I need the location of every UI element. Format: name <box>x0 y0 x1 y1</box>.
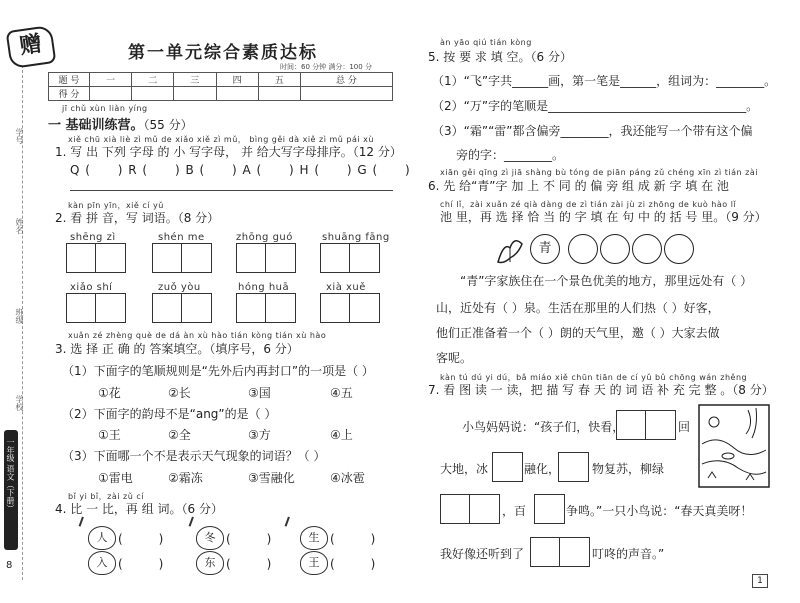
q3-option: ③方 <box>248 428 271 442</box>
section1-pinyin: jī chǔ xùn liàn yíng <box>62 104 148 113</box>
score-table-label: 得 分 <box>49 87 90 101</box>
q4-blank[interactable]: ( ) <box>226 557 272 571</box>
q2-grid[interactable] <box>66 293 126 323</box>
q5-s3a: （3）“霜”“雷”都含偏旁________，我还能写一个带有这个偏 <box>432 124 753 138</box>
apple-char: 冬 <box>196 526 224 550</box>
q7-l2b: 融化， <box>524 462 561 476</box>
q1-writing-line[interactable] <box>70 190 393 191</box>
q2-py: shuāng fāng <box>322 232 390 243</box>
page-number: 1 <box>757 576 763 586</box>
q1-letter: Q ( <box>70 163 90 177</box>
q7-l1a: 小鸟妈妈说：“孩子们，快看， <box>462 420 625 434</box>
q7-text: 7. 看 图 读 一 读，把 描 写 春 天 的 词 语 补 充 完 整 。（8 分） <box>428 383 774 397</box>
q1-letter: ) <box>405 163 410 177</box>
q3-text: 3. 选 择 正 确 的 答案填空。（填序号，6 分） <box>55 342 299 356</box>
q2-py: zhōng guó <box>236 232 293 243</box>
q3-option: ③国 <box>248 386 271 400</box>
q1-text: 1. 写 出 下列 字母 的 小 写字母， 并 给大写字母排序。（12 分） <box>55 145 402 159</box>
q1-letter: ) G ( <box>346 163 378 177</box>
q3-sub3: （3）下面哪一个不是表示天气现象的词语？（ ） <box>62 449 326 463</box>
q2-py: shēng zì <box>70 232 116 243</box>
q7-l2a: 大地，冰 <box>440 462 489 476</box>
q4-pinyin: bǐ yi bǐ，zài zǔ cí <box>68 492 144 501</box>
score-table-header: 四 <box>216 73 258 87</box>
answer-circle[interactable] <box>568 234 598 264</box>
q3-option: ④上 <box>330 428 353 442</box>
q6-p2: 山，近处有（ ）泉。生活在那里的人们热（ ）好客， <box>436 301 720 315</box>
center-char-circle <box>530 234 560 264</box>
sidebar-xuexiao: 学校 <box>15 395 24 411</box>
q7-grid[interactable] <box>616 410 676 440</box>
q4-blank[interactable]: ( ) <box>226 532 272 546</box>
score-cell[interactable] <box>132 87 174 101</box>
score-table-header: 五 <box>258 73 300 87</box>
q6-pinyin2: chí lǐ，zài xuǎn zé qià dàng de zì tián zài jù zi zhōng de kuò hào lǐ <box>440 200 737 209</box>
q5-s2: （2）“万”字的笔顺是_________________________________。 <box>432 99 759 113</box>
score-cell[interactable] <box>174 87 216 101</box>
q6-text: 6. 先 给“青”字 加 上 不 同 的 偏 旁 组 成 新 字 填 在 池 <box>428 179 729 193</box>
q2-grid[interactable] <box>320 243 380 273</box>
answer-circle[interactable] <box>632 234 662 264</box>
q2-grid[interactable] <box>236 243 296 273</box>
q7-l4a: 我好像还听到了 <box>440 547 525 561</box>
q1-letter: ) R ( <box>117 163 148 177</box>
q3-sub1: （1）下面字的笔顺规则是“先外后内再封口”的一项是（ ） <box>62 364 374 378</box>
q2-py: shén me <box>158 232 205 243</box>
sidebar-banji: 班级 <box>15 308 24 324</box>
apple-stem-icon <box>285 517 298 530</box>
q4-blank[interactable]: ( ) <box>118 557 164 571</box>
q1-letter: ) B ( <box>174 163 205 177</box>
q7-l4b: 叮咚的声音。” <box>592 547 665 561</box>
q7-grid[interactable] <box>492 452 523 482</box>
q1-letter: ) A ( <box>232 163 262 177</box>
score-cell[interactable] <box>300 87 392 101</box>
q7-l1b: 回 <box>678 420 691 434</box>
spring-scene-illustration <box>698 404 770 488</box>
q4-blank[interactable]: ( ) <box>118 532 164 546</box>
q6-p4: 客呢。 <box>436 351 473 365</box>
q1-pinyin: xiě chū xià liè zì mǔ de xiǎo xiě zì mǔ， bìng gěi dà xiě zì mǔ pái xù <box>68 135 374 144</box>
score-cell[interactable] <box>90 87 132 101</box>
q2-grid[interactable] <box>152 243 212 273</box>
sidebar-book: 一年级 语文（下册） <box>6 438 15 513</box>
page-title: 第一单元综合素质达标 <box>128 43 318 63</box>
q5-text: 5. 按 要 求 填 空。（6 分） <box>428 50 572 64</box>
q3-option: ②长 <box>168 386 191 400</box>
q2-grid[interactable] <box>320 293 380 323</box>
answer-circle[interactable] <box>600 234 630 264</box>
q6-text2: 池 里，再 选 择 恰 当 的 字 填 在 句 中 的 括 号 里。（9 分） <box>440 210 767 224</box>
apple-char: 入 <box>88 551 116 575</box>
q3-option: ①雷电 <box>98 471 133 485</box>
score-table-header: 三 <box>174 73 216 87</box>
q4-text: 4. 比 一 比，再 组 词。（6 分） <box>55 502 223 516</box>
q2-py: xiǎo shí <box>70 282 113 293</box>
apple-char: 东 <box>196 551 224 575</box>
q7-grid[interactable] <box>530 537 590 567</box>
q5-s1: （1）“飞”字共______画，第一笔是______，组词为：________。 <box>432 74 777 88</box>
q3-option: ②全 <box>168 428 191 442</box>
water-lily-icon <box>492 232 528 268</box>
section1-title-text: 一 基础训练营。 <box>48 118 144 133</box>
q7-l2c: 物复苏，柳绿 <box>592 462 665 476</box>
badge-text: 赠 <box>18 31 44 60</box>
q3-option: ①花 <box>98 386 121 400</box>
score-table-header: 题 号 <box>49 73 90 87</box>
apple-char: 生 <box>300 526 328 550</box>
apple-stem-icon <box>189 517 202 530</box>
gift-badge <box>6 25 57 69</box>
q1-letter: ) H ( <box>289 163 320 177</box>
q3-pinyin: xuǎn zé zhèng què de dá àn xù hào tián kòng tián xù hào <box>68 331 327 340</box>
q3-option: ④五 <box>330 386 353 400</box>
q5-s3b: 旁的字：________。 <box>456 148 565 162</box>
q6-p3: 他们正准备着一个（ ）朗的天气里，邀（ ）大家去做 <box>436 326 720 340</box>
apple-char: 王 <box>300 551 328 575</box>
q7-grid[interactable] <box>558 452 589 482</box>
q7-l3b: 争鸣。”一只小鸟说：“春天真美呀！ <box>566 504 753 518</box>
apple-char: 人 <box>88 526 116 550</box>
score-cell[interactable] <box>258 87 300 101</box>
q2-py: zuǒ yòu <box>158 282 201 293</box>
q5-pinyin: àn yāo qiú tián kòng <box>440 38 532 47</box>
q3-option: ④冰雹 <box>330 471 365 485</box>
q2-text: 2. 看 拼 音，写 词语。（8 分） <box>55 211 220 225</box>
q4-blank[interactable]: ( ) <box>330 532 376 546</box>
q3-sub2: （2）下面字的韵母不是“ang”的是（ ） <box>62 407 277 421</box>
sidebar-xingming: 姓名 <box>15 218 24 234</box>
q2-grid[interactable] <box>152 293 212 323</box>
center-char: 青 <box>538 241 552 256</box>
q2-py: xià xuě <box>326 282 366 293</box>
page-number-box <box>752 574 768 588</box>
q6-pinyin: xiān gěi qīng zì jiā shàng bù tóng de piān páng zǔ chéng xīn zì tián zài <box>440 168 758 177</box>
q6-p1: “青”字家族住在一个景色优美的地方，那里远处有（ ） <box>460 274 753 288</box>
q2-grid[interactable] <box>236 293 296 323</box>
score-table-header: 一 <box>90 73 132 87</box>
q3-option: ③雪融化 <box>248 471 295 485</box>
sidebar-page-num: 8 <box>6 560 13 571</box>
score-cell[interactable] <box>216 87 258 101</box>
answer-circle[interactable] <box>664 234 694 264</box>
q4-blank[interactable]: ( ) <box>330 557 376 571</box>
section1-title <box>48 114 193 133</box>
score-table <box>48 72 393 101</box>
time-info: 时间：60 分钟 满分：100 分 <box>280 63 372 71</box>
q2-py: hóng huā <box>238 282 290 293</box>
q7-l3a: ，百 <box>502 504 527 518</box>
q7-grid[interactable] <box>440 494 500 524</box>
q3-option: ①王 <box>98 428 121 442</box>
q7-pinyin: kàn tú dú yi dú，bǎ miáo xiě chūn tiān de cí yǔ bǔ chōng wán zhěng <box>440 373 748 382</box>
sidebar-xuehao: 学号 <box>15 128 24 144</box>
section1-score: （55 分） <box>143 118 193 132</box>
score-table-header: 总 分 <box>300 73 392 87</box>
q2-pinyin: kàn pīn yīn，xiě cí yǔ <box>68 201 164 210</box>
q3-option: ②霜冻 <box>168 471 203 485</box>
q1-letters <box>70 163 410 177</box>
apple-stem-icon <box>79 517 92 530</box>
q7-grid[interactable] <box>534 494 565 524</box>
score-table-header: 二 <box>132 73 174 87</box>
q2-grid[interactable] <box>66 243 126 273</box>
left-sidebar <box>0 0 40 603</box>
